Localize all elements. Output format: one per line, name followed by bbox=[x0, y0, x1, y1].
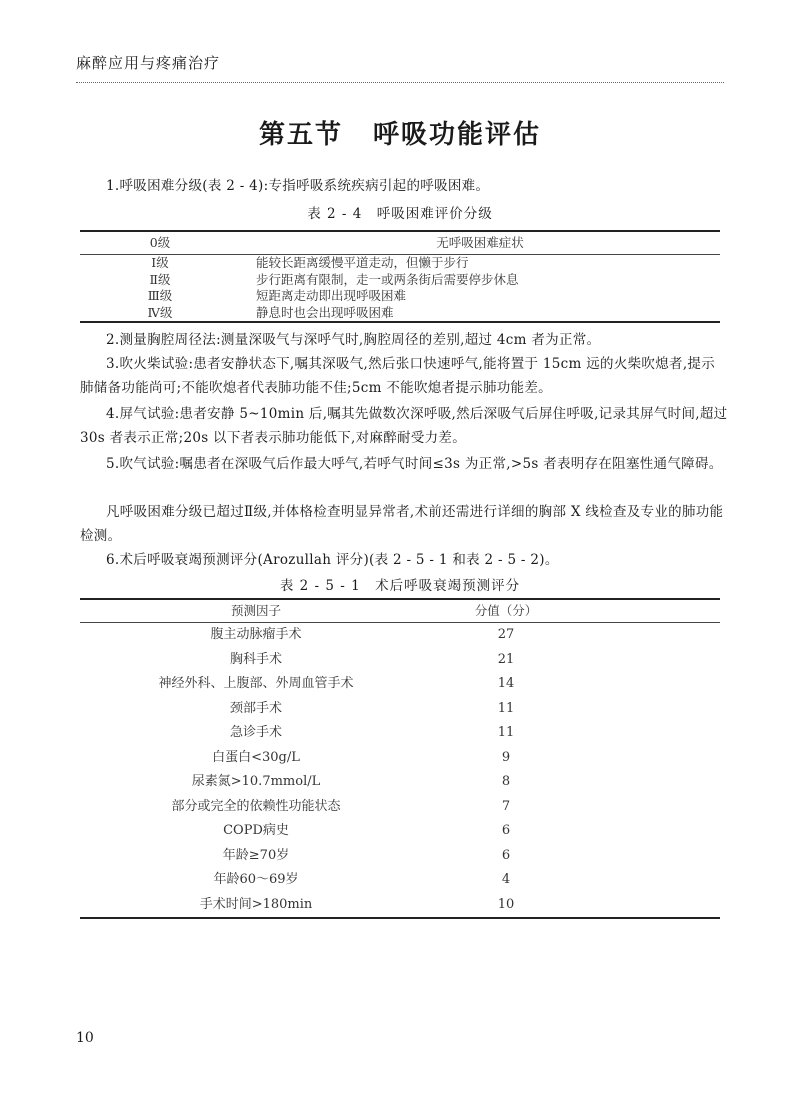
table-row bbox=[80, 868, 720, 893]
table-cell-factor: 急诊手术 bbox=[229, 725, 282, 740]
table-header-cell: 0级 bbox=[149, 235, 171, 250]
table-cell-grade: Ⅱ级 bbox=[149, 271, 171, 287]
table-cell-score: 4 bbox=[501, 872, 511, 887]
table-row bbox=[80, 746, 720, 771]
paragraph-arozullah-score: 6.术后呼吸衰竭预测评分(Arozullah 评分)(表 2 - 5 - 1 和表 2 - 5 - 2)。 bbox=[106, 552, 559, 568]
table-cell-score: 11 bbox=[497, 725, 515, 740]
table-cell-grade: Ⅲ级 bbox=[147, 288, 173, 303]
table-cell-score: 9 bbox=[501, 749, 511, 765]
running-header-title: 麻醉应用与疼痛治疗 bbox=[76, 54, 221, 72]
table-cell-score: 7 bbox=[501, 798, 511, 814]
table-cell-grade: Ⅰ级 bbox=[151, 255, 169, 270]
paragraph-preop-recommendation: 凡呼吸困难分级已超过Ⅱ级,并体格检查明显异常者,术前还需进行详细的胸部 X 线检查及专业的肺功能检测。 bbox=[80, 504, 724, 544]
table-row bbox=[80, 844, 720, 869]
table-header-row bbox=[80, 232, 720, 255]
table-row bbox=[80, 893, 720, 918]
table-cell-factor: 胸科手术 bbox=[229, 651, 282, 667]
table-cell-factor: 年龄60～69岁 bbox=[213, 872, 299, 887]
dyspnea-grading-table bbox=[80, 230, 720, 323]
table-header-cell: 分值（分） bbox=[474, 603, 538, 618]
table-row bbox=[80, 648, 720, 673]
table-cell-score: 27 bbox=[497, 627, 515, 642]
table-cell-factor: 尿素氮>10.7mmol/L bbox=[191, 774, 321, 789]
table-row bbox=[80, 795, 720, 820]
table-header-cell: 预测因子 bbox=[230, 603, 281, 618]
table-row bbox=[80, 697, 720, 722]
table-cell-description: 静息时也会出现呼吸困难 bbox=[256, 304, 394, 320]
table-row bbox=[80, 272, 720, 289]
page-number: 10 bbox=[76, 1030, 94, 1046]
table-cell-factor: 神经外科、上腹部、外周血管手术 bbox=[158, 676, 354, 691]
table-row bbox=[80, 672, 720, 697]
table-cell-factor: 白蛋白<30g/L bbox=[212, 749, 300, 765]
table-cell-score: 10 bbox=[497, 896, 515, 912]
table-cell-factor: 腹主动脉瘤手术 bbox=[210, 627, 302, 642]
paragraph-breath-hold-test: 4.屏气试验:患者安静 5~10min 后,嘱其先做数次深呼吸,然后深吸气后屏住呼吸,记录其屏气时间,超过 30s 者表示正常;20s 以下者表示肺功能低下,对麻醉耐受力差。 bbox=[80, 406, 728, 446]
table-header-row bbox=[80, 600, 720, 623]
table-row bbox=[80, 623, 720, 648]
paragraph-match-test: 3.吹火柴试验:患者安静状态下,嘱其深吸气,然后张口快速呼气,能将置于 15cm 远的火柴吹熄者,提示肺储备功能尚可;不能吹熄者代表肺功能不佳;5cm 不能吹熄者提示肺功能差。 bbox=[80, 356, 716, 396]
table-cell-description: 能较长距离缓慢平道走动，但懒于步行 bbox=[256, 255, 469, 270]
table-cell-grade: Ⅳ级 bbox=[147, 304, 173, 320]
section-heading: 呼吸功能评估 bbox=[373, 120, 542, 150]
header-dotted-rule bbox=[76, 82, 724, 83]
table-cell-factor: 手术时间>180min bbox=[199, 896, 313, 912]
table-2-5-1-caption: 表 2 - 5 - 1 术后呼吸衰竭预测评分 bbox=[279, 578, 521, 594]
table-row bbox=[80, 288, 720, 305]
table-cell-factor: 颈部手术 bbox=[229, 700, 282, 716]
table-cell-factor: 年龄≥70岁 bbox=[222, 847, 290, 863]
section-number: 第五节 bbox=[258, 120, 343, 150]
table-row bbox=[80, 721, 720, 746]
section-title bbox=[0, 114, 800, 151]
table-cell-score: 11 bbox=[497, 700, 515, 716]
table-cell-description: 步行距离有限制，走一或两条街后需要停步休息 bbox=[256, 271, 519, 287]
table-cell-score: 6 bbox=[501, 847, 511, 863]
table-row bbox=[80, 255, 720, 272]
table-cell-score: 21 bbox=[497, 651, 515, 667]
table-2-4-caption: 表 2 - 4 呼吸困难评价分级 bbox=[307, 206, 493, 222]
table-row bbox=[80, 305, 720, 322]
table-cell-score: 8 bbox=[501, 774, 511, 789]
paragraph-blow-test: 5.吹气试验:嘱患者在深吸气后作最大呼气,若呼气时间≤3s 为正常,>5s 者表明存在阻塞性通气障碍。 bbox=[106, 456, 723, 472]
table-cell-description: 短距离走动即出现呼吸困难 bbox=[256, 288, 407, 303]
paragraph-chest-circumference: 2.测量胸腔周径法:测量深吸气与深呼气时,胸腔周径的差别,超过 4cm 者为正常。 bbox=[106, 332, 601, 348]
paragraph-dyspnea-grading: 1.呼吸困难分级(表 2 - 4):专指呼吸系统疾病引起的呼吸困难。 bbox=[106, 178, 490, 194]
table-cell-factor: 部分或完全的依赖性功能状态 bbox=[171, 798, 341, 814]
respiratory-failure-score-table bbox=[80, 598, 720, 919]
table-cell-factor: COPD病史 bbox=[223, 823, 289, 838]
table-row bbox=[80, 819, 720, 844]
table-cell-score: 14 bbox=[497, 676, 515, 691]
table-row bbox=[80, 770, 720, 795]
table-header-cell: 无呼吸困难症状 bbox=[436, 235, 524, 250]
table-cell-score: 6 bbox=[501, 823, 511, 838]
